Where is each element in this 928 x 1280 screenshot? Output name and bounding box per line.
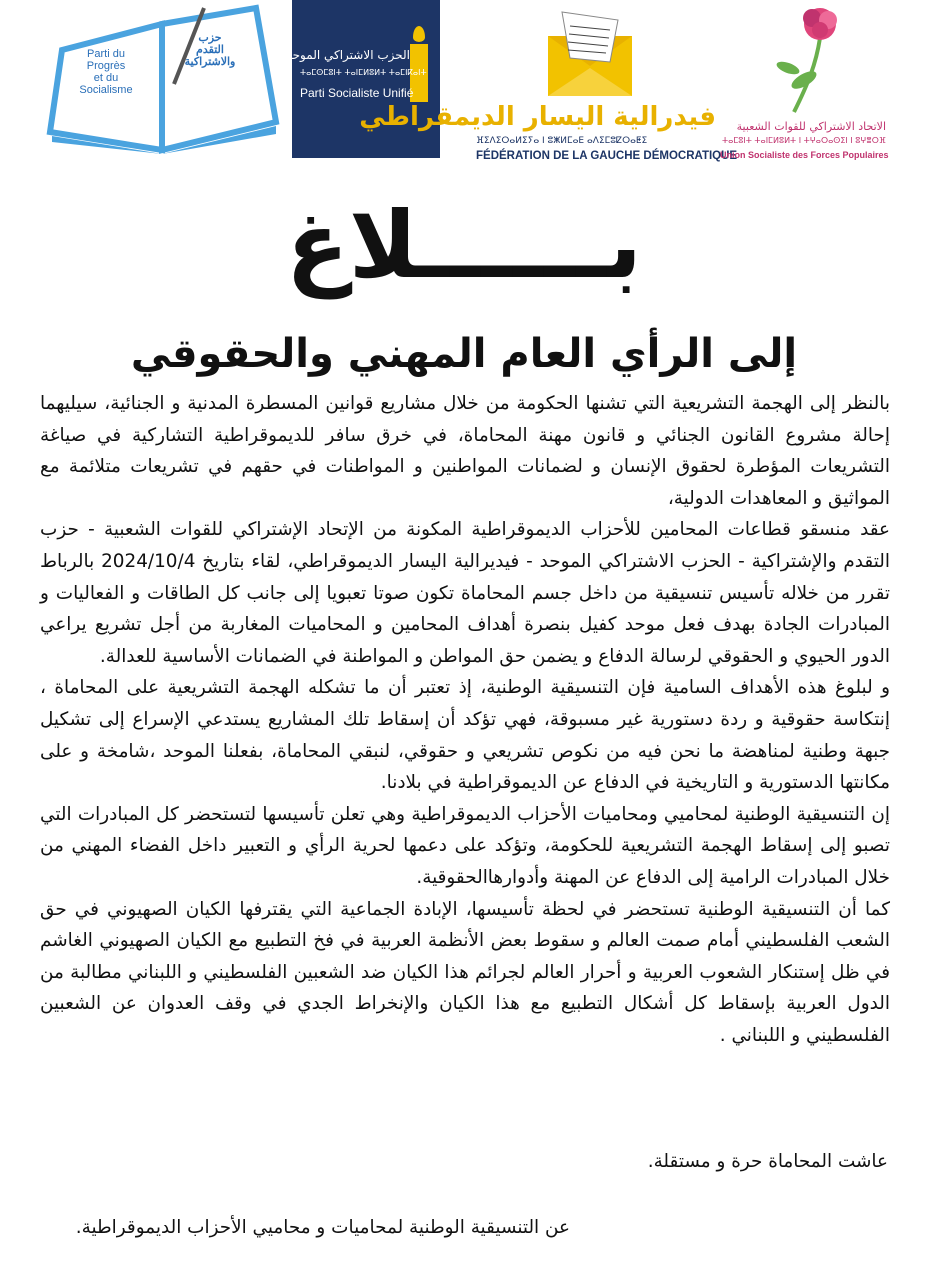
- usfp-amazigh-name: ⵜⴰⵎⵓⵏⵜ ⵜⴰⵏⵎⵍⵓⵍⵜ ⵏ ⵜⵖⴰⵔⴰⵙⵉⵏ ⵏ ⵓⵖⴻⵔⴼ: [722, 136, 886, 145]
- signature-line: عن التنسيقية الوطنية لمحاميات و محاميي الأحزاب الديموقراطية.: [75, 1217, 570, 1238]
- usfp-logo: [716, 4, 892, 164]
- psu-logo: [286, 0, 440, 158]
- communique-title: بــــــلاغ: [286, 192, 642, 299]
- rose-icon: [716, 4, 892, 116]
- psu-amazigh-name: ⵜⴰⵎⵙⵎⵓⵏⵜ ⵜⴰⵏⵎⵍⵓⵍⵜ ⵜⴰⵎⵏⴽⴰⵏⵜ: [300, 68, 427, 77]
- pps-french-name: Parti du Progrès et du Socialisme: [79, 48, 133, 96]
- fgd-arabic-name: فيدرالية اليسار الديمقراطي: [359, 102, 716, 132]
- pps-arabic-name: حزب التقدم والاشتراكية: [184, 32, 236, 68]
- candle-flame-icon: [413, 26, 425, 42]
- communique-subtitle: إلى الرأي العام المهني والحقوقي: [130, 331, 798, 377]
- usfp-french-name: Union Socialiste des Forces Populaires: [720, 150, 889, 160]
- closing-slogan: عاشت المحاماة حرة و مستقلة.: [647, 1151, 888, 1172]
- paragraph-national-front: و لبلوغ هذه الأهداف السامية فإن التنسيقية الوطنية، إذ تعتبر أن ما تشكله الهجمة التشريعية على المحاماة ، إنتكاسة حقوقية و ردة دستورية غير مسبوقة، فهي تؤكد أن إسقاط تلك المشاريع يستدعي الإسراع إلى تشكيل جبهة وطنية لمناهضة ما نحن فيه من نكوص تشريعي و حقوقي، لنبقي المحاماة، بفعلنا الموحد ،شامخة و على مكانتها الدستورية و التاريخية في الدفاع عن الديموقراطية في بلادنا.: [40, 677, 890, 794]
- paragraph-palestine-lebanon: كما أن التنسيقية الوطنية تستحضر في لحظة تأسيسها، الإبادة الجماعية التي يقترفها الكيان الصهيوني في حق الشعب الفلسطيني أمام صمت العالم و سقوط بعض الأنظمة العربية في فخ التطبيع مع الكيان الصهيوني الغاشم في ظل إستنكار الشعوب العربية و أحرار العالم لجرائم هذا الكيان ضد الشعبين الفلسطيني و اللبناني مطالبة من الدول العربية بإسقاط كل أشكال التطبيع مع هذا الكيان والإنخراط الجدي في وقف العدوان عن الشعبين الفلسطيني و اللبناني .: [40, 898, 890, 1046]
- paragraph-coordination-founding: عقد منسقو قطاعات المحامين للأحزاب الديموقراطية المكونة من الإتحاد الإشتراكي للقوات الشعبية - حزب التقدم والإشتراكية - الحزب الاشتراكي الموحد - فيديرالية اليسار الديموقراطي، لقاء بتاريخ 2024/10/4 بالرباط تقرر من خلاله تأسيس تنسيقية من داخل جسم المحاماة تكون صوتا تعبويا إلى جانب كل الطاقات و الفعاليات و المبادرات الجادة بهدف فعل موحد كفيل بنصرة أهداف المحامين و المحاميات المغاربة من أجل تشريع يراعي الدور الحيوي و الحقوقي لرسالة الدفاع و يضمن حق المواطن و المواطنة في الضمانات الأساسية للعدالة.: [40, 519, 890, 667]
- envelope-icon: [470, 6, 716, 102]
- header-logos: [0, 0, 928, 170]
- paragraph-support-initiatives: إن التنسيقية الوطنية لمحاميي ومحاميات الأحزاب الديموقراطية وهي تعلن تأسيسها لتستحضر كل المبادرات التي تصبو إلى إسقاط الهجمة التشريعية للحكومة، وتؤكد على دعمها لحرية الرأي و التعبير داخل الفضاء المهني من خلال المبادرات الرامية إلى الدفاع عن المهنة وأدوارهاالحقوقية.: [40, 803, 890, 888]
- pps-logo: [44, 4, 280, 154]
- paragraph-legislative-attack: بالنظر إلى الهجمة التشريعية التي تشنها الحكومة من خلال مشاريع قوانين المسطرة المدنية و الجنائية، سيليهما إحالة مشروع القانون الجنائي و قانون مهنة المحاماة، في خرق سافر للديموقراطية التشاركية في صياغة التشريعات المؤطرة لحقوق الإنسان و لضمانات المواطنين و المواطنات في حقهم في تشريعات متلائمة مع المواثيق و المعاهدات الدولية،: [40, 393, 890, 509]
- fgd-amazigh-name: ⴼⵉⴷⵉⵔⴰⵍⵉⵢⴰ ⵏ ⵓⵥⵍⵎⴰⴹ ⴰⴷⵉⵎⵓⵇⵔⴰⵟⵉ: [476, 136, 648, 146]
- psu-french-name: Parti Socialiste Unifié: [300, 86, 414, 100]
- communique-body: [40, 388, 890, 1051]
- fgd-french-name: FÉDÉRATION DE LA GAUCHE DÉMOCRATIQUE: [476, 150, 738, 162]
- usfp-arabic-name: الاتحاد الاشتراكي للقوات الشعبية: [736, 120, 886, 133]
- psu-arabic-name: الحزب الاشتراكي الموحد: [286, 48, 410, 62]
